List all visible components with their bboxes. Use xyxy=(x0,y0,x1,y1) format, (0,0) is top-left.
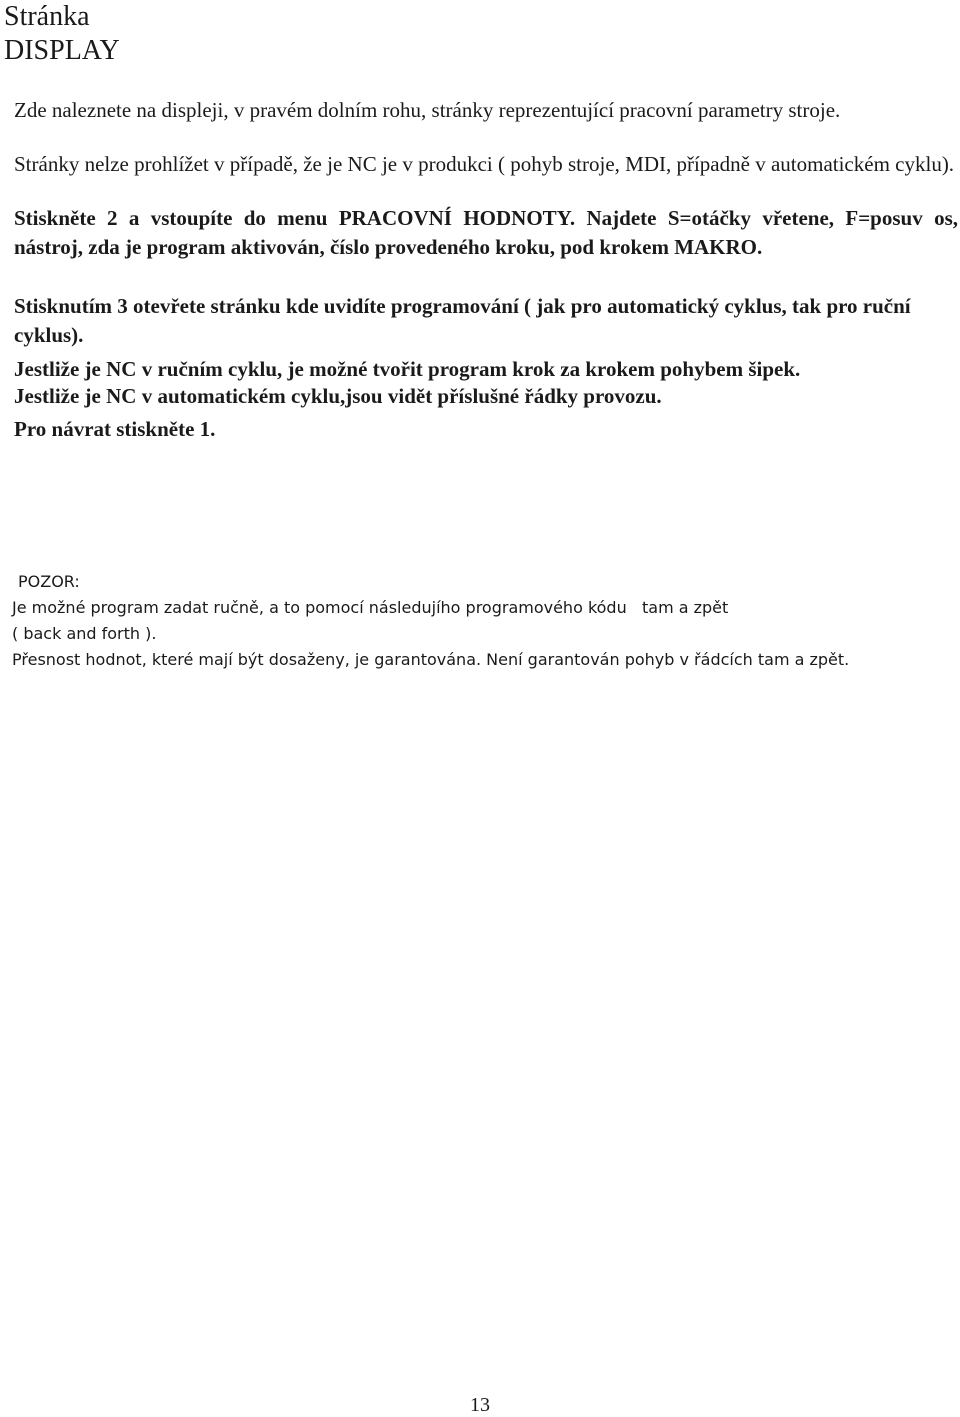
page-title-line-2: DISPLAY xyxy=(4,35,120,66)
warning-line-1: Je možné program zadat ručně, a to pomocí následujího programového kódu tam a zpět xyxy=(12,598,729,617)
manual-cycle-paragraph: Jestliže je NC v ručním cyklu, je možné tvořit program krok za krokem pohybem šipek. xyxy=(14,357,801,381)
programming-paragraph: Stisknutím 3 otevřete stránku kde uvidíte programování ( jak pro automatický cyklus, tak pro ruční cyklus). xyxy=(14,294,911,347)
page-title-line-1: Stránka xyxy=(4,1,90,32)
intro-paragraph: Zde naleznete na displeji, v pravém dolním rohu, stránky reprezentující pracovní parametry stroje. xyxy=(14,98,841,122)
menu-paragraph: Stiskněte 2 a vstoupíte do menu PRACOVNÍ HODNOTY. Najdete S=otáčky vřetene, F=posuv os, nástroj, zda je program aktivován, číslo provedeného kroku, pod krokem MAKRO. xyxy=(14,206,958,259)
restriction-paragraph: Stránky nelze prohlížet v případě, že je NC je v produkci ( pohyb stroje, MDI, případně v automatickém cyklu). xyxy=(14,152,955,176)
warning-note xyxy=(12,569,956,673)
warning-line-2: ( back and forth ). xyxy=(12,624,157,643)
return-paragraph: Pro návrat stiskněte 1. xyxy=(14,417,216,441)
warning-line-3: Přesnost hodnot, které mají být dosaženy, je garantována. Není garantován pohyb v řádcích tam a zpět. xyxy=(12,650,850,669)
warning-label: POZOR: xyxy=(18,572,80,591)
automatic-cycle-paragraph: Jestliže je NC v automatickém cyklu,jsou vidět příslušné řádky provozu. xyxy=(14,384,662,408)
page-number: 13 xyxy=(470,1394,490,1416)
page-title xyxy=(4,0,120,68)
